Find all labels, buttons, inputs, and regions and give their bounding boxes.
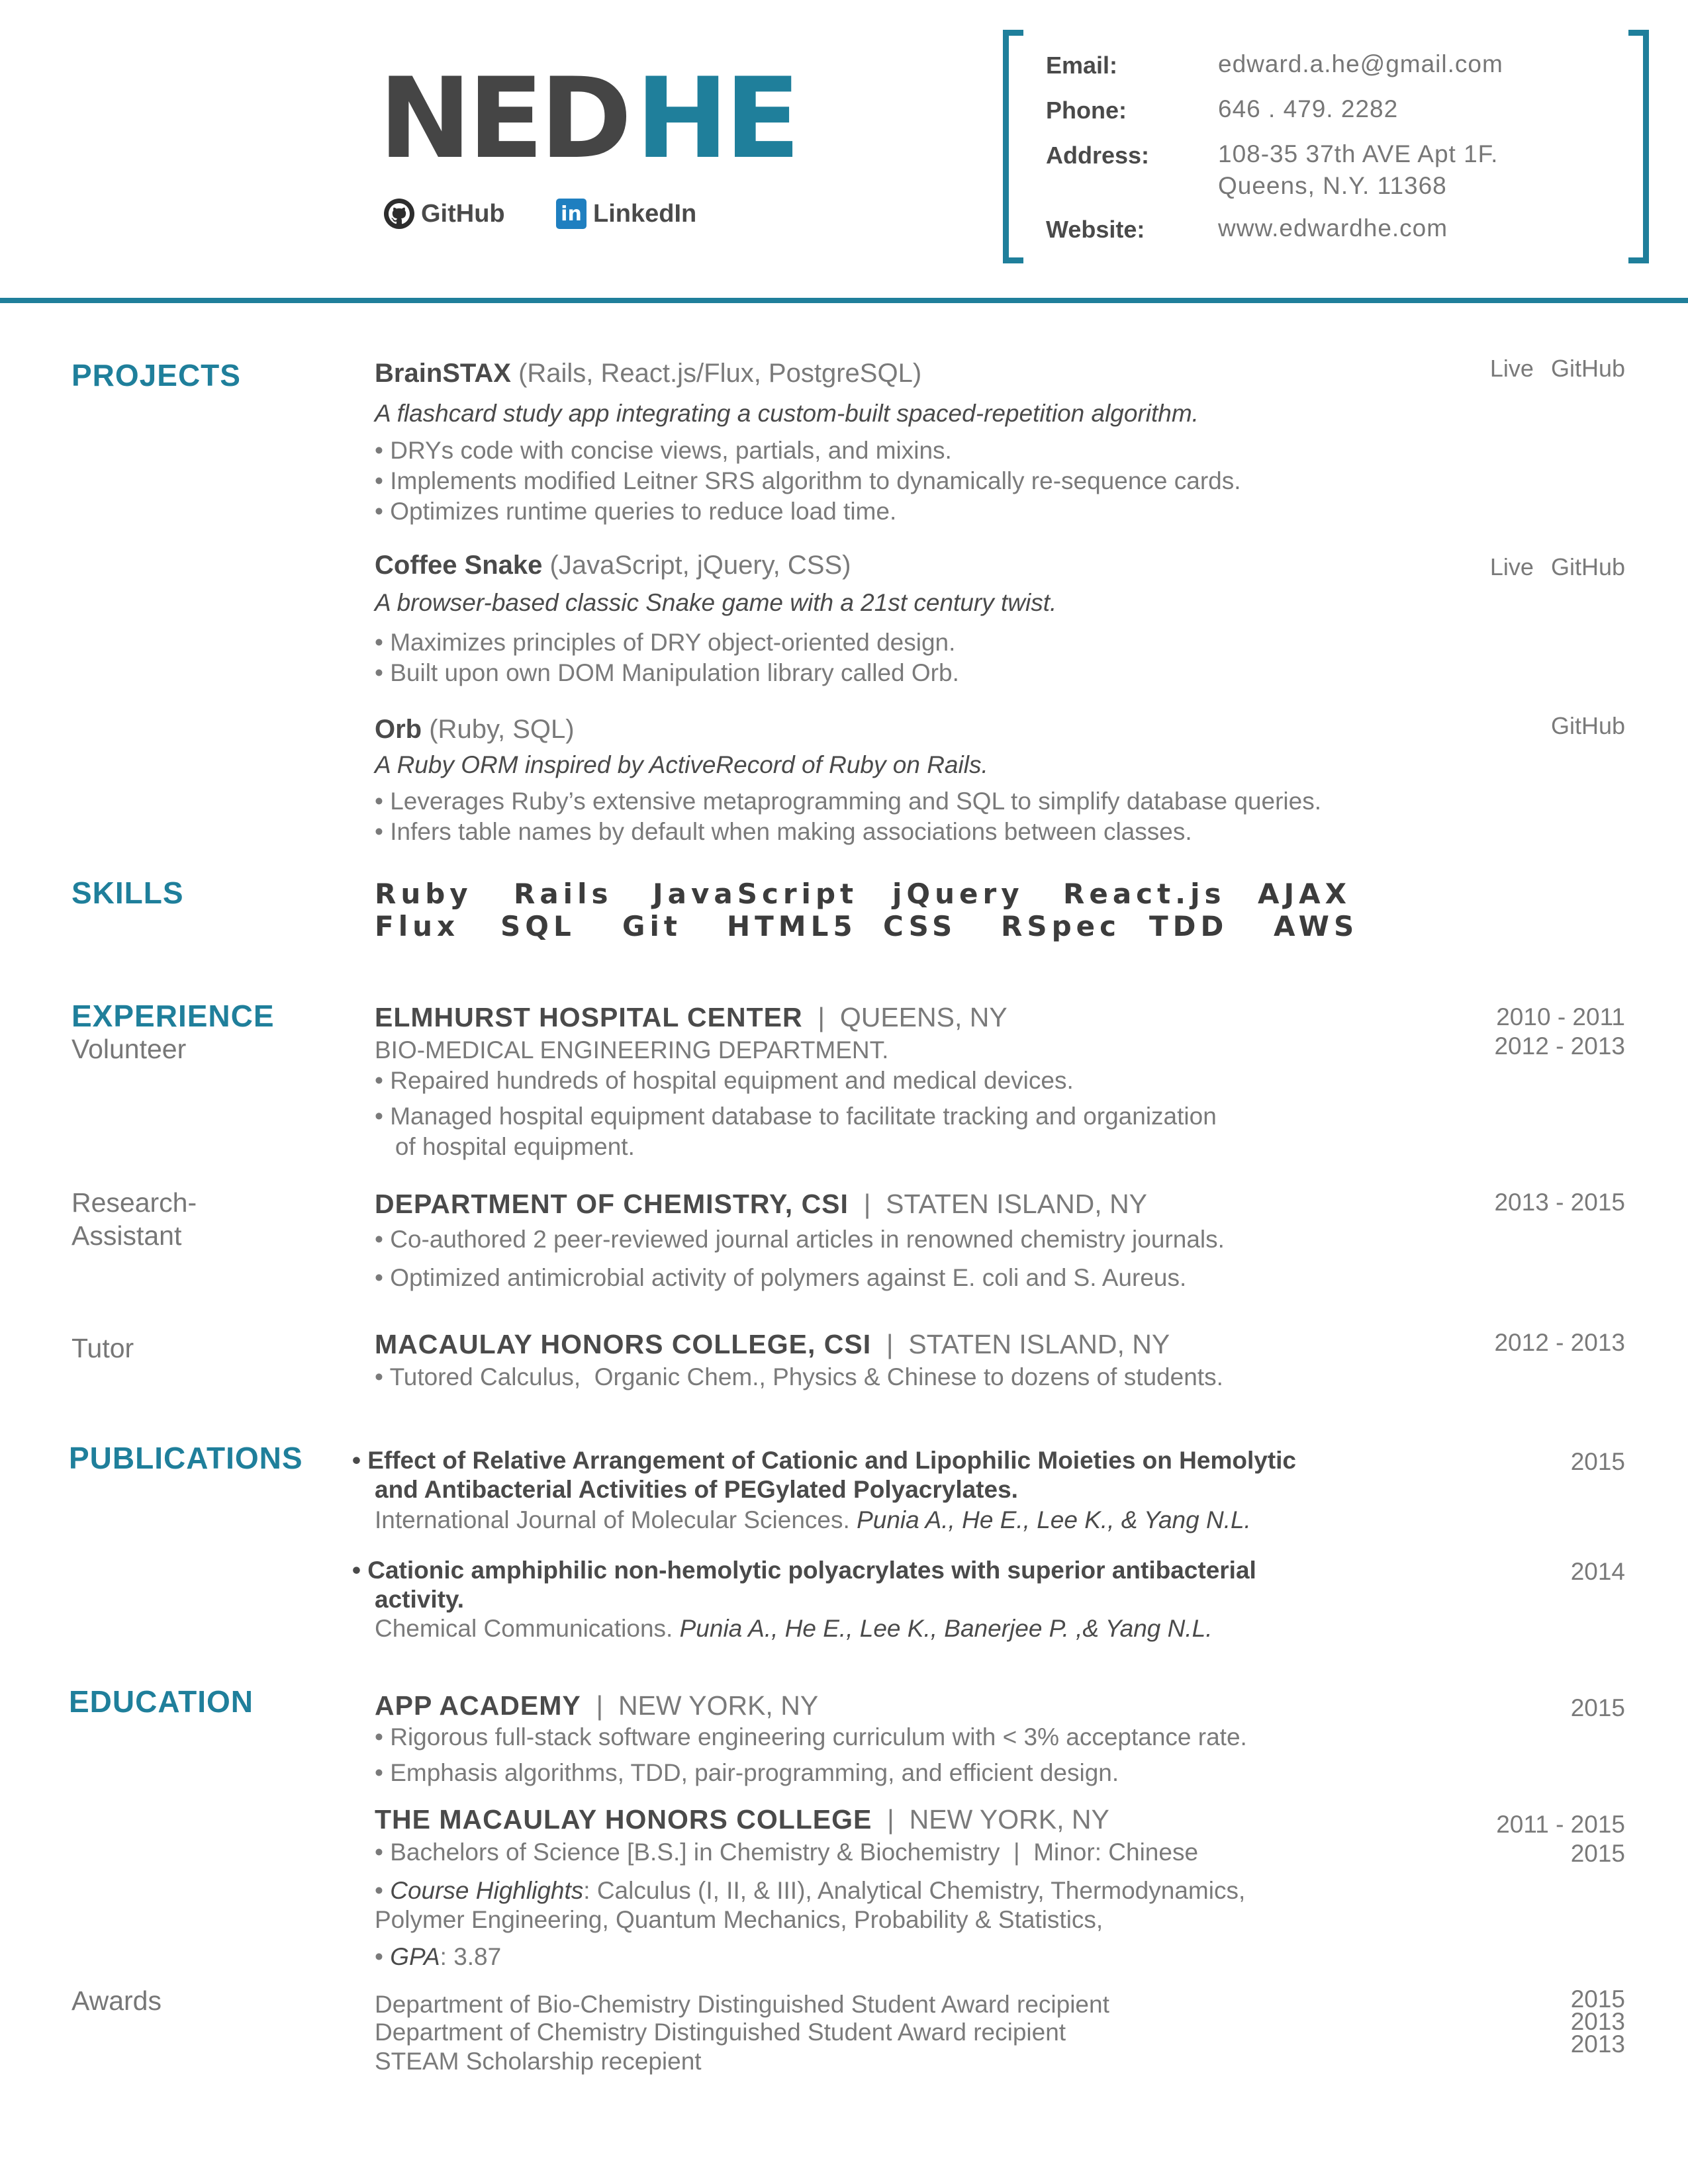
publication-journal: Chemical Communications. (375, 1615, 680, 1642)
skill-tag: HTML5 (727, 910, 857, 942)
publication-source (375, 1506, 1251, 1534)
last-name: HE (635, 54, 797, 183)
experience-role-line1: Research- (71, 1187, 197, 1218)
experience-bullet: • Co-authored 2 peer-reviewed journal articles in renowned chemistry journals. (375, 1226, 1225, 1253)
section-heading-education: EDUCATION (69, 1684, 254, 1719)
skill-tag: jQuery (892, 878, 1024, 910)
date-range: 2013 - 2015 (1494, 1189, 1625, 1216)
section-heading-projects: PROJECTS (71, 358, 241, 392)
awards-label: Awards (71, 1985, 162, 2016)
experience-bullet: • Tutored Calculus, Organic Chem., Physics & Chinese to dozens of students. (375, 1363, 1223, 1390)
project-bullet: • Optimizes runtime queries to reduce load time. (375, 498, 897, 525)
course-highlights-label: Course Highlights (390, 1877, 584, 1904)
github-repo-link[interactable]: GitHub (1550, 355, 1625, 382)
location: QUEENS, NY (839, 1002, 1008, 1032)
award-item: STEAM Scholarship recepient (375, 2048, 702, 2075)
publication-title-line2: activity. (375, 1586, 465, 1613)
skill-tag: RSpec (1001, 910, 1121, 942)
project-tech: (Ruby, SQL) (422, 715, 575, 744)
skill-tag: Flux (375, 910, 460, 942)
award-item: Department of Chemistry Distinguished Student Award recipient (375, 2019, 1066, 2046)
school-name: THE MACAULAY HONORS COLLEGE (375, 1804, 872, 1835)
experience-role-line2: Assistant (71, 1220, 182, 1251)
education-bullet: • Rigorous full-stack software engineering curriculum with < 3% acceptance rate. (375, 1723, 1247, 1751)
skill-tag: Git (622, 910, 682, 942)
section-heading-publications: PUBLICATIONS (69, 1441, 303, 1475)
date-range: 2012 - 2013 (1494, 1329, 1625, 1356)
department: BIO-MEDICAL ENGINEERING DEPARTMENT. (375, 1036, 889, 1064)
date-range: 2015 (1570, 1694, 1625, 1721)
skill-tag: AWS (1274, 910, 1359, 942)
publication-title-line1: • Effect of Relative Arrangement of Cationic and Lipophilic Moieties on Hemolytic (352, 1447, 1296, 1474)
project-bullet: • DRYs code with concise views, partials, and mixins. (375, 437, 952, 464)
phone-label: Phone: (1046, 97, 1127, 124)
organization-name: DEPARTMENT OF CHEMISTRY, CSI (375, 1189, 849, 1219)
location: STATEN ISLAND, NY (886, 1189, 1148, 1219)
linkedin-link[interactable] (556, 199, 696, 229)
skill-tag: CSS (883, 910, 957, 942)
education-heading (375, 1690, 818, 1721)
project-description: A Ruby ORM inspired by ActiveRecord of Ruby on Rails. (375, 751, 988, 778)
publication-title-line1: • Cationic amphiphilic non-hemolytic polyacrylates with superior antibacterial (352, 1557, 1256, 1584)
publication-authors: Punia A., He E., Lee K., Banerjee P. ,& Yang N.L. (679, 1615, 1213, 1642)
github-repo-link[interactable]: GitHub (1550, 553, 1625, 580)
project-bullet: • Built upon own DOM Manipulation library called Orb. (375, 659, 959, 686)
project-bullet: • Implements modified Leitner SRS algorithm to dynamically re-sequence cards. (375, 467, 1241, 494)
publication-journal: International Journal of Molecular Sciences. (375, 1506, 857, 1533)
linkedin-label: LinkedIn (593, 199, 697, 228)
section-heading-experience: EXPERIENCE (71, 999, 275, 1033)
header-divider (0, 298, 1688, 303)
course-highlights: • Course Highlights: Calculus (I, II, & III), Analytical Chemistry, Thermodynamics, (375, 1877, 1246, 1904)
project-title (375, 715, 575, 745)
award-year: 2013 (1570, 2008, 1625, 2035)
address-line2: Queens, N.Y. 11368 (1218, 172, 1447, 199)
separator: | (802, 1002, 840, 1032)
github-label: GitHub (421, 199, 505, 228)
project-title (375, 551, 851, 580)
phone-value: 646 . 479. 2282 (1218, 95, 1399, 122)
skill-tag: Ruby (375, 878, 473, 910)
gpa-value: : 3.87 (440, 1943, 502, 1970)
project-tech: (Rails, React.js/Flux, PostgreSQL) (510, 359, 922, 388)
email-label: Email: (1046, 52, 1118, 79)
project-bullet: • Leverages Ruby’s extensive metaprogramming and SQL to simplify database queries. (375, 788, 1321, 815)
skill-tag: AJAX (1258, 878, 1352, 910)
experience-bullet: • Managed hospital equipment database to facilitate tracking and organization (375, 1103, 1217, 1130)
experience-role: Tutor (71, 1333, 134, 1363)
project-bullet: • Maximizes principles of DRY object-oriented design. (375, 629, 956, 656)
separator: | (871, 1329, 909, 1359)
section-heading-skills: SKILLS (71, 876, 184, 910)
project-links (1534, 712, 1625, 740)
skill-tag: JavaScript (653, 878, 859, 910)
gpa-label: GPA (390, 1943, 440, 1970)
award-year: 2015 (1570, 1985, 1625, 2013)
experience-heading (375, 1189, 1147, 1220)
experience-role: Volunteer (71, 1034, 187, 1064)
github-repo-link[interactable]: GitHub (1550, 712, 1625, 739)
address-label: Address: (1046, 142, 1150, 169)
project-name: Coffee Snake (375, 551, 543, 580)
publication-year: 2014 (1570, 1558, 1625, 1585)
location: STATEN ISLAND, NY (908, 1329, 1170, 1359)
project-title (375, 359, 921, 388)
skill-tag: SQL (500, 910, 576, 942)
linkedin-icon: in (556, 199, 586, 229)
education-bullet: • Emphasis algorithms, TDD, pair-programming, and efficient design. (375, 1759, 1119, 1786)
degree-line: • Bachelors of Science [B.S.] in Chemistry & Biochemistry | Minor: Chinese (375, 1839, 1199, 1866)
award-year: 2013 (1570, 2030, 1625, 2058)
separator: | (872, 1804, 910, 1835)
separator: | (581, 1690, 618, 1721)
experience-bullet: • Repaired hundreds of hospital equipment and medical devices. (375, 1067, 1074, 1094)
project-links (1473, 553, 1625, 581)
location: NEW YORK, NY (909, 1804, 1109, 1835)
github-icon (384, 199, 414, 229)
github-link[interactable] (384, 199, 505, 229)
live-link[interactable]: Live (1489, 553, 1534, 580)
project-description: A flashcard study app integrating a custom-built spaced-repetition algorithm. (375, 400, 1199, 427)
email-value[interactable]: edward.a.he@gmail.com (1218, 50, 1503, 77)
date-range: 2010 - 2011 (1496, 1003, 1625, 1030)
website-label: Website: (1046, 216, 1145, 243)
school-name: APP ACADEMY (375, 1690, 581, 1721)
experience-bullet: of hospital equipment. (375, 1133, 635, 1160)
date-range: 2015 (1570, 1840, 1625, 1867)
project-tech: (JavaScript, jQuery, CSS) (542, 551, 851, 580)
separator: | (848, 1189, 886, 1219)
project-name: Orb (375, 715, 422, 744)
date-range: 2012 - 2013 (1494, 1032, 1625, 1060)
skill-tag: TDD (1149, 910, 1229, 942)
organization-name: ELMHURST HOSPITAL CENTER (375, 1002, 803, 1032)
publication-authors: Punia A., He E., Lee K., & Yang N.L. (857, 1506, 1251, 1533)
website-value[interactable]: www.edwardhe.com (1218, 214, 1448, 242)
live-link[interactable]: Live (1489, 355, 1534, 382)
experience-heading (375, 1002, 1008, 1033)
education-heading (375, 1804, 1109, 1835)
experience-heading (375, 1329, 1170, 1360)
publication-title-line2: and Antibacterial Activities of PEGylated Polyacrylates. (375, 1476, 1018, 1503)
project-bullet: • Infers table names by default when making associations between classes. (375, 818, 1192, 845)
skill-tag: Rails (514, 878, 613, 910)
first-name: NED (379, 54, 628, 183)
contact-bracket-left (1003, 30, 1023, 263)
award-item: Department of Bio-Chemistry Distinguished Student Award recipient (375, 1991, 1109, 2018)
gpa-line: • GPA: 3.87 (375, 1943, 502, 1970)
course-highlights-line1: : Calculus (I, II, & III), Analytical Chemistry, Thermodynamics, (583, 1877, 1246, 1904)
publication-source (375, 1615, 1213, 1643)
organization-name: MACAULAY HONORS COLLEGE, CSI (375, 1329, 872, 1359)
skill-tag: React.js (1063, 878, 1226, 910)
project-links (1473, 355, 1625, 383)
contact-bracket-right (1628, 30, 1649, 263)
project-description: A browser-based classic Snake game with a 21st century twist. (375, 589, 1057, 616)
course-highlights-line2: Polymer Engineering, Quantum Mechanics, Probability & Statistics, (375, 1906, 1103, 1933)
project-name: BrainSTAX (375, 359, 511, 388)
date-range: 2011 - 2015 (1496, 1811, 1625, 1838)
publication-year: 2015 (1570, 1448, 1625, 1475)
address-line1: 108-35 37th AVE Apt 1F. (1218, 140, 1499, 167)
experience-bullet: • Optimized antimicrobial activity of polymers against E. coli and S. Aureus. (375, 1264, 1187, 1291)
location: NEW YORK, NY (618, 1690, 819, 1721)
